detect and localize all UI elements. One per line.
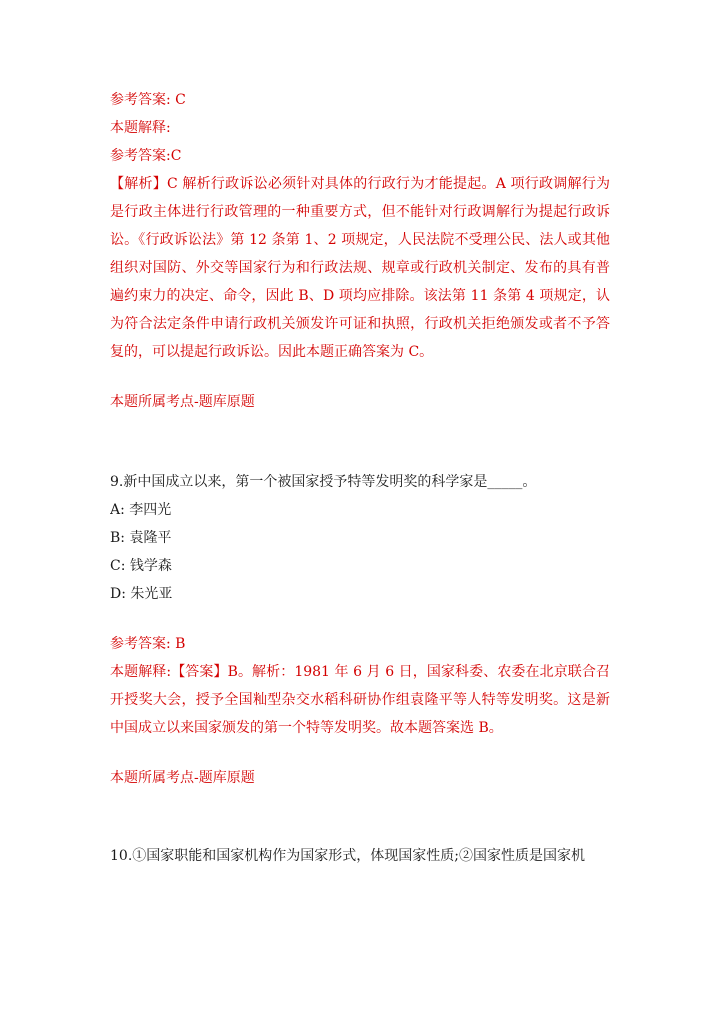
q9-option-d: D: 朱光亚 [110,586,173,602]
q9-question: 9.新中国成立以来，第一个被国家授予特等发明奖的科学家是_____。 [110,474,537,490]
q8-explanation-label: 本题解释: [110,120,171,136]
q9-option-a: A: 李四光 [110,502,172,518]
q9-option-b: B: 袁隆平 [110,530,172,546]
q8-answer-label-2: 参考答案:C [110,148,182,164]
q8-answer-label: 参考答案: C [110,92,186,108]
document-page [110,86,610,870]
q8-analysis: 【解析】C 解析行政诉讼必须针对具体的行政行为才能提起。A 项行政调解行为是行政主体进行行政管理的一种重要方式，但不能针对行政调解行为提起行政诉讼。《行政诉讼法》第 12 条第 1、2 项规定，人民法院不受理公民、法人或其他组织对国防、外交等国家行为和行政法规、规章或行政机关制定、发布的具有普遍约束力的决定、命令，因此 B、D 项均应排除。该法第 11 条第 4 项规定，认为符合法定条件申请行政机关颁发许可证和执照，行政机关拒绝颁发或者不予答复的，可以提起行政诉讼。因此本题正确答案为 C。 [110,176,610,360]
q10-question: 10.①国家职能和国家机构作为国家形式，体现国家性质;②国家性质是国家机 [110,848,585,864]
q9-source: 本题所属考点-题库原题 [110,770,255,786]
q9-option-c: C: 钱学森 [110,558,172,574]
q9-explanation: 本题解释:【答案】B。解析：1981 年 6 月 6 日，国家科委、农委在北京联合召开授奖大会，授予全国籼型杂交水稻科研协作组袁隆平等人特等发明奖。这是新中国成立以来国家颁发的第一个特等发明奖。故本题答案选 B。 [110,664,610,736]
q9-answer-label: 参考答案: B [110,636,186,652]
q8-source: 本题所属考点-题库原题 [110,394,255,410]
